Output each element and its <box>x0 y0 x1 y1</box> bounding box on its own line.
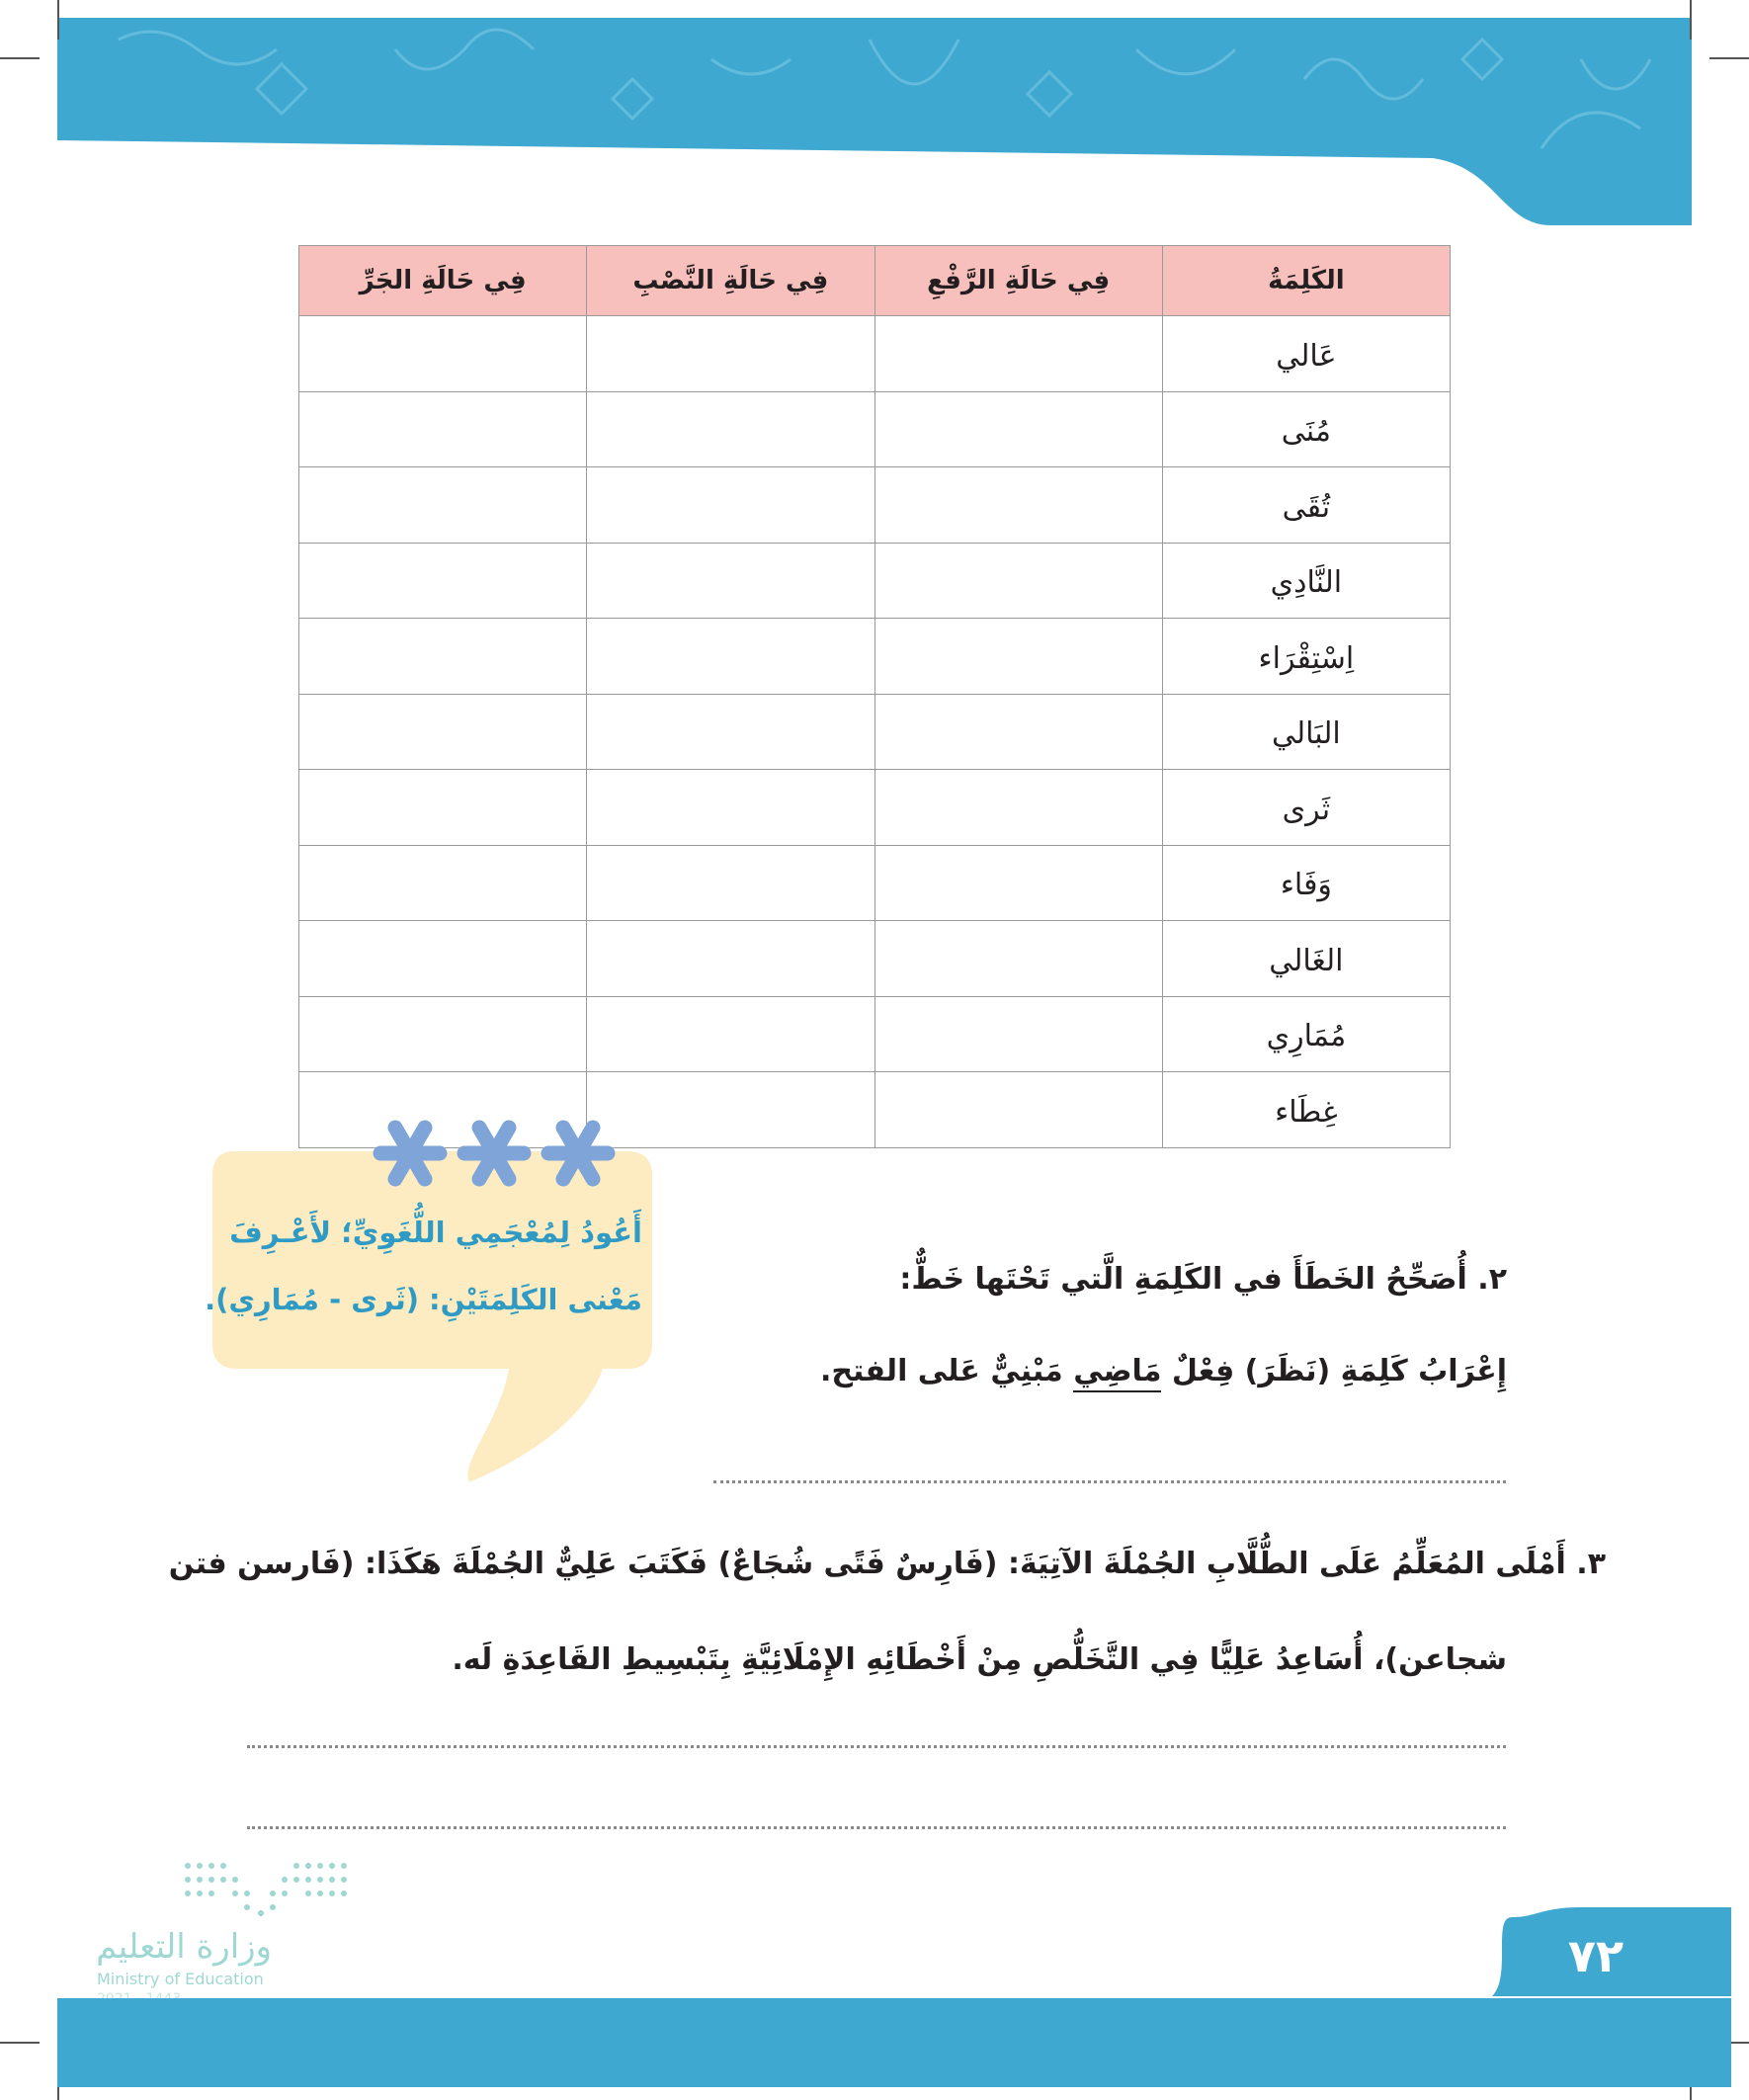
answer-cell-genitive[interactable] <box>299 694 587 770</box>
answer-cell-nominative[interactable] <box>874 1072 1162 1148</box>
tip-line-2: مَعْنى الكَلِمَتَيْنِ: (ثَرى - مُمَارِي). <box>205 1283 642 1316</box>
answer-line <box>713 1480 1506 1483</box>
table-row <box>299 996 1451 1072</box>
table-row <box>299 694 1451 770</box>
answer-cell-accusative[interactable] <box>587 921 874 997</box>
answer-cell-nominative[interactable] <box>874 694 1162 770</box>
table-row <box>299 921 1451 997</box>
answer-cell-nominative[interactable] <box>874 996 1162 1072</box>
crop-mark <box>0 57 40 59</box>
asterisk-icon <box>366 1107 623 1201</box>
answer-cell-nominative[interactable] <box>874 316 1162 392</box>
table-row <box>299 467 1451 544</box>
footer-band <box>0 1907 1749 2100</box>
table-row <box>299 543 1451 619</box>
answer-cell-genitive[interactable] <box>299 316 587 392</box>
word-cell: غِطَاء <box>1162 1072 1450 1148</box>
exercise-3-line-1 <box>169 1547 1606 1581</box>
answer-cell-genitive[interactable] <box>299 921 587 997</box>
crop-mark <box>1690 0 1692 40</box>
word-cell: ثَرى <box>1162 770 1450 846</box>
table-row <box>299 316 1451 392</box>
ministry-logo-arabic: وزارة التعليم <box>96 1927 272 1967</box>
answer-cell-genitive[interactable] <box>299 467 587 544</box>
answer-cell-nominative[interactable] <box>874 921 1162 997</box>
word-cell: الغَالي <box>1162 921 1450 997</box>
answer-cell-accusative[interactable] <box>587 316 874 392</box>
answer-cell-accusative[interactable] <box>587 391 874 467</box>
answer-cell-genitive[interactable] <box>299 770 587 846</box>
exercise-2-number: ٢. <box>1477 1262 1507 1297</box>
header-band <box>0 0 1749 237</box>
answer-cell-nominative[interactable] <box>874 845 1162 921</box>
answer-cell-nominative[interactable] <box>874 391 1162 467</box>
answer-cell-genitive[interactable] <box>299 619 587 695</box>
header-word: الكَلِمَةُ <box>1162 246 1450 316</box>
table-row <box>299 770 1451 846</box>
crop-mark <box>1709 57 1749 59</box>
answer-cell-nominative[interactable] <box>874 619 1162 695</box>
word-cell: البَالي <box>1162 694 1450 770</box>
ministry-logo-english: Ministry of Education <box>97 1970 264 1988</box>
word-cell: النَّادِي <box>1162 543 1450 619</box>
word-cell: مُنَى <box>1162 391 1450 467</box>
header-nominative: فِي حَالَةِ الرَّفْعِ <box>874 246 1162 316</box>
tip-line-1: أَعُودُ لِمُعْجَمِي اللُّغَوِيِّ؛ لأَعْـرِفَ <box>229 1216 642 1249</box>
answer-cell-accusative[interactable] <box>587 996 874 1072</box>
answer-cell-accusative[interactable] <box>587 845 874 921</box>
answer-line <box>247 1826 1506 1829</box>
exercise-2-prompt <box>899 1262 1507 1297</box>
table-row <box>299 391 1451 467</box>
exercise-2-prompt-text: أُصَحِّحُ الخَطَأَ في الكَلِمَةِ الَّتي تَحْتَها خَطٌّ: <box>899 1262 1467 1297</box>
sentence-before: إِعْرَابُ كَلِمَةِ (نَظَرَ) فِعْلٌ <box>1171 1354 1507 1388</box>
answer-cell-accusative[interactable] <box>587 619 874 695</box>
exercise-3-line-1-text: أَمْلَى المُعَلِّمُ عَلَى الطُّلَّابِ الجُمْلَةَ الآتِيَةَ: (فَارِسٌ فَتًى شُجَاعٌ) فَكَتَبَ عَلِيٌّ الجُمْلَةَ هَكَذَا: (فَارسن فتن <box>168 1547 1566 1581</box>
answer-cell-genitive[interactable] <box>299 543 587 619</box>
answer-cell-accusative[interactable] <box>587 770 874 846</box>
answer-cell-accusative[interactable] <box>587 694 874 770</box>
word-cell: وَفَاء <box>1162 845 1450 921</box>
exercise-3-line-2: شجاعن)، أُسَاعِدُ عَلِيًّا فِي التَّخَلُّصِ مِنْ أَخْطَائِهِ الإِمْلَائِيَّةِ بِتَبْسِيطِ القَاعِدَةِ لَه. <box>452 1642 1507 1677</box>
answer-cell-genitive[interactable] <box>299 391 587 467</box>
word-cell: تُقَى <box>1162 467 1450 544</box>
header-genitive: فِي حَالَةِ الجَرِّ <box>299 246 587 316</box>
word-cell: مُمَارِي <box>1162 996 1450 1072</box>
exercise-3-number: ٣. <box>1576 1547 1606 1581</box>
answer-cell-nominative[interactable] <box>874 467 1162 544</box>
case-table <box>298 245 1451 1148</box>
table-row <box>299 619 1451 695</box>
answer-line <box>247 1745 1506 1748</box>
answer-cell-genitive[interactable] <box>299 996 587 1072</box>
table-header-row <box>299 246 1451 316</box>
answer-cell-nominative[interactable] <box>874 543 1162 619</box>
sentence-after: مَبْنِيٌّ عَلى الفتح. <box>819 1354 1063 1388</box>
header-accusative: فِي حَالَةِ النَّصْبِ <box>587 246 874 316</box>
word-cell: عَالي <box>1162 316 1450 392</box>
table-row <box>299 845 1451 921</box>
answer-cell-accusative[interactable] <box>587 467 874 544</box>
answer-cell-nominative[interactable] <box>874 770 1162 846</box>
word-cell: اِسْتِقْرَاء <box>1162 619 1450 695</box>
crop-mark <box>57 0 59 40</box>
answer-cell-accusative[interactable] <box>587 543 874 619</box>
exercise-2-sentence <box>820 1354 1507 1388</box>
page-number: ٧٢ <box>1567 1929 1624 1982</box>
underlined-word: مَاضِي <box>1073 1354 1161 1392</box>
answer-cell-genitive[interactable] <box>299 845 587 921</box>
